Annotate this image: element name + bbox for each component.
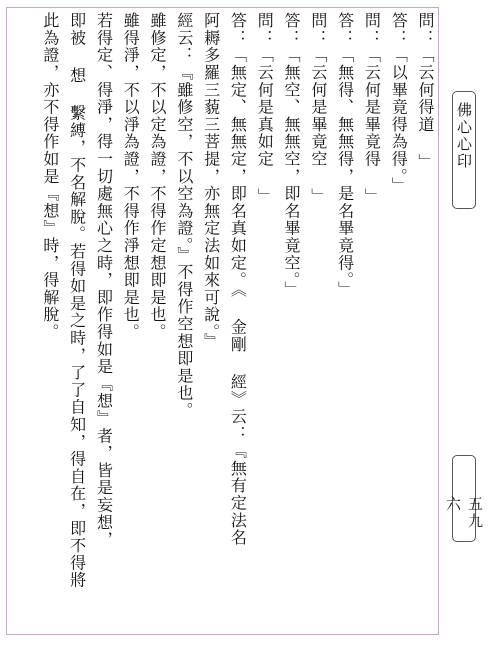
text-column-3: 問：「云何是畢竟得 」 [362, 12, 382, 206]
text-column-6: 答：「無空、無無空，即名畢竟空。」 [282, 12, 302, 299]
book-title: 佛心心印 [455, 102, 473, 170]
book-title-tab [452, 91, 476, 209]
page-number-tab [444, 455, 484, 542]
text-column-7: 問：「云何是真如定 」 [255, 12, 275, 206]
text-column-1: 問：「云何得道 」 [416, 12, 435, 171]
text-column-13: 若得定、得淨，得一切處無心之時，即作得如是『想』者，皆是妄想， [94, 12, 114, 549]
text-column-12: 雖得淨，不以淨為證，不得作淨想即是也。 [121, 12, 141, 341]
text-column-8: 答：「無定、無無定，即名真如定。《 金剛 經》云：『無有定法名 [228, 12, 248, 547]
text-body [10, 12, 438, 632]
text-column-9: 阿耨多羅三藐三菩提，亦無定法如來可說。』 [201, 12, 221, 350]
text-column-4: 答：「無得、無無得，是名畢竟得。」 [335, 12, 355, 299]
text-column-15: 此為證，亦不得作如是『想』時，得解脫。 [40, 12, 60, 341]
text-column-2: 答：「以畢竟得為得。」 [389, 12, 409, 195]
text-column-5: 問：「云何是畢竟空 」 [308, 12, 328, 206]
text-column-10: 經云：『雖修空，不以空為證。』不得作空想即是也。 [174, 12, 194, 420]
text-column-14: 即被 想 繫縛，不名解脫。若得如是之時，了了自知，得自在，即不得將 [67, 12, 87, 589]
page-number: 五九六 [444, 496, 484, 530]
text-column-11: 雖修定，不以定為證，不得作定想即是也。 [148, 12, 168, 341]
